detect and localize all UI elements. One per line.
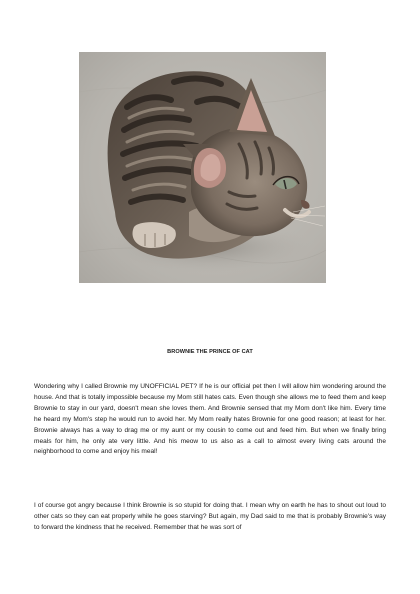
article-paragraph: Wondering why I called Brownie my UNOFFICIAL PET? If he is our official pet then I will allow him wondering around the house. And that is totally impossible because my Mom still hates cats. Even though she allows me to feed them and keep Brownie to stay in our yard, doesn't mean she loves them. And Brownie sensed that my Mom don't like him. Every time he heard my Mom's step he would run to avoid her. My Mom really hates Brownie for one good reason; at least for her. Brownie always has a way to drag me or my aunt or my cousin to come out and feed him. But when we finally bring meals for him, he only ate very little. And his meow to us also as a call to almost every living cats around the neighborhood to come and enjoy his meal!: [34, 383, 386, 456]
article-paragraph: I of course got angry because I think Brownie is so stupid for doing that. I mean why on earth he has to shout out loud to other cats so they can eat properly while he goes starving? But again, my Dad said to me that is probably Brownie's way to forward the kindness that he received. Remember that he was sort of: [34, 502, 386, 531]
cat-photo-image: [79, 52, 326, 283]
article-title: BROWNIE THE PRINCE OF CAT: [167, 349, 253, 355]
cat-photo: [79, 52, 326, 283]
